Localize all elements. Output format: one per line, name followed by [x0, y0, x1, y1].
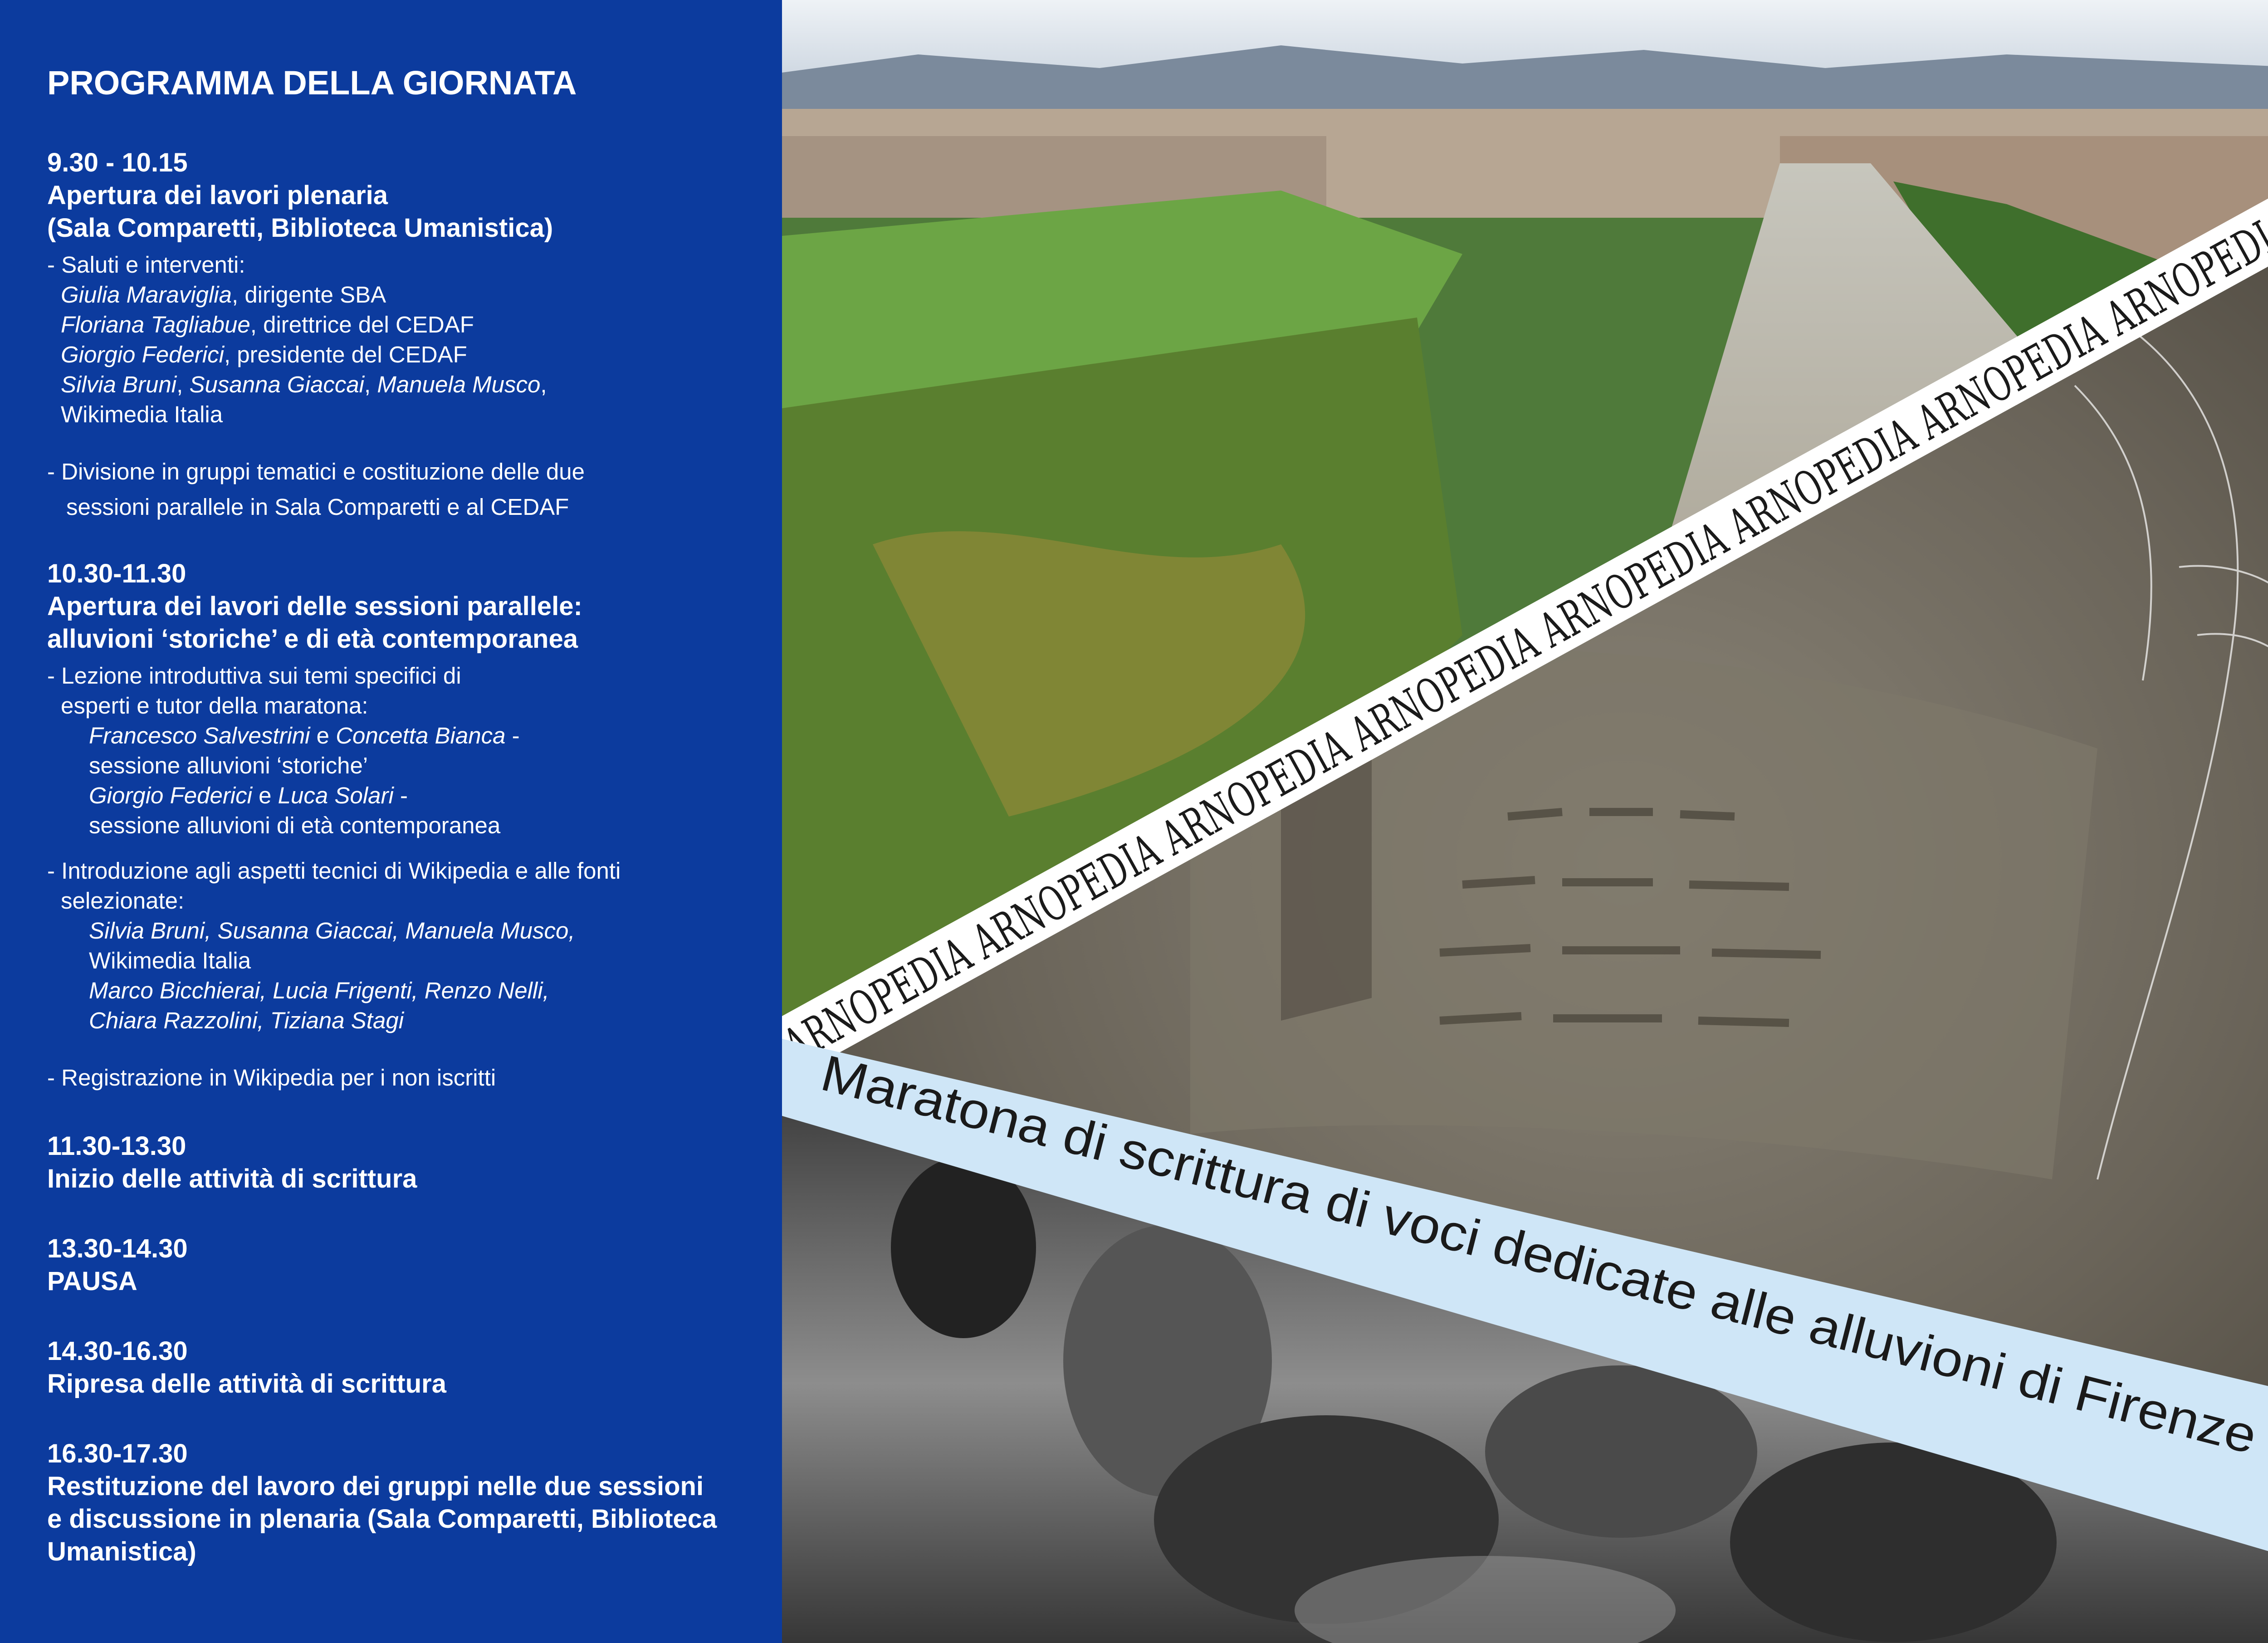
speaker-line	[47, 280, 755, 310]
session-time: 9.30 - 10.15	[47, 148, 188, 177]
banner-title: Maratona di scrittura di voci dedicate alle alluvioni di Firenze	[816, 1044, 2143, 1434]
session-time: 11.30-13.30	[47, 1131, 186, 1161]
tutor-name: Concetta Bianca	[336, 723, 506, 748]
tutor-line	[47, 781, 755, 811]
session-3	[47, 1130, 755, 1195]
photo-collage	[782, 0, 2268, 1643]
speaker-name: Susanna Giaccai	[189, 372, 365, 397]
session-heading: (Sala Comparetti, Biblioteca Umanistica)	[47, 213, 553, 243]
registration-item: - Registrazione in Wikipedia per i non iscritti	[47, 1065, 496, 1090]
division-line: - Divisione in gruppi tematici e costituzione delle due	[47, 459, 585, 484]
tutor-session: sessione alluvioni di età contemporanea	[89, 812, 501, 838]
lesson-line: esperti e tutor della maratona:	[61, 693, 368, 719]
separator: ,	[540, 372, 547, 397]
session-heading: Apertura dei lavori delle sessioni parallele:	[47, 592, 582, 621]
session-heading: alluvioni ‘storiche’ e di età contemporanea	[47, 624, 578, 654]
wikimedia-org: Wikimedia Italia	[89, 948, 251, 973]
tutor-session: sessione alluvioni ‘storiche’	[89, 753, 368, 778]
speaker-org: Wikimedia Italia	[61, 401, 223, 427]
session-items	[47, 250, 755, 522]
separator: ,	[176, 372, 190, 397]
greetings-item	[47, 250, 755, 430]
tutor-name: Giorgio Federici	[89, 782, 252, 808]
session-2	[47, 557, 755, 1093]
speaker-line	[47, 310, 755, 340]
tutor-line	[47, 721, 755, 751]
greetings-label: - Saluti e interventi:	[47, 252, 245, 278]
speaker-name: Giulia Maraviglia	[61, 282, 232, 308]
session-6	[47, 1438, 755, 1568]
tutor-name: Luca Solari	[278, 782, 394, 808]
wikimedia-names: Silvia Bruni, Susanna Giaccai, Manuela Musco,	[89, 918, 575, 944]
session-heading: e discussione in plenaria (Sala Comparetti, Biblioteca	[47, 1504, 717, 1534]
tutor-name: Francesco Salvestrini	[89, 723, 310, 748]
division-line: sessioni parallele in Sala Comparetti e al CEDAF	[66, 494, 569, 520]
session-items	[47, 661, 755, 1093]
session-time: 10.30-11.30	[47, 559, 186, 588]
other-names: Chiara Razzolini, Tiziana Stagi	[89, 1007, 404, 1033]
session-4	[47, 1232, 755, 1298]
session-5	[47, 1335, 755, 1400]
session-heading: Apertura dei lavori plenaria	[47, 181, 388, 210]
speaker-name: Manuela Musco	[377, 372, 541, 397]
speaker-role: , dirigente SBA	[231, 282, 386, 308]
speaker-role: , presidente del CEDAF	[224, 342, 467, 367]
speaker-role: , direttrice del CEDAF	[250, 312, 474, 337]
session-time: 14.30-16.30	[47, 1336, 188, 1366]
speaker-line	[47, 340, 755, 370]
session-time: 16.30-17.30	[47, 1439, 188, 1468]
separator: ,	[364, 372, 377, 397]
intro-line: selezionate:	[61, 888, 185, 914]
intro-line: - Introduzione agli aspetti tecnici di Wikipedia e alle fonti	[47, 858, 621, 884]
speaker-name: Silvia Bruni	[61, 372, 177, 397]
speaker-name: Giorgio Federici	[61, 342, 224, 367]
session-heading: PAUSA	[47, 1266, 137, 1296]
program-panel	[0, 0, 782, 1643]
lesson-item	[47, 661, 755, 841]
other-names: Marco Bicchierai, Lucia Frigenti, Renzo Nelli,	[89, 978, 549, 1003]
session-heading: Ripresa delle attività di scrittura	[47, 1369, 446, 1399]
session-heading: Inizio delle attività di scrittura	[47, 1164, 417, 1193]
intro-item	[47, 856, 755, 1036]
lesson-line: - Lezione introduttiva sui temi specifici di	[47, 663, 461, 689]
division-item	[47, 457, 755, 522]
speaker-name: Floriana Tagliabue	[61, 312, 250, 337]
session-time: 13.30-14.30	[47, 1234, 188, 1263]
session-1	[47, 147, 755, 522]
dash: -	[505, 723, 520, 748]
dash: -	[393, 782, 408, 808]
program-title: PROGRAMMA DELLA GIORNATA	[47, 64, 577, 102]
session-heading: Umanistica)	[47, 1537, 196, 1566]
conjunction: e	[252, 782, 278, 808]
conjunction: e	[310, 723, 336, 748]
speaker-line	[47, 370, 755, 400]
session-heading: Restituzione del lavoro dei gruppi nelle due sessioni	[47, 1472, 704, 1501]
